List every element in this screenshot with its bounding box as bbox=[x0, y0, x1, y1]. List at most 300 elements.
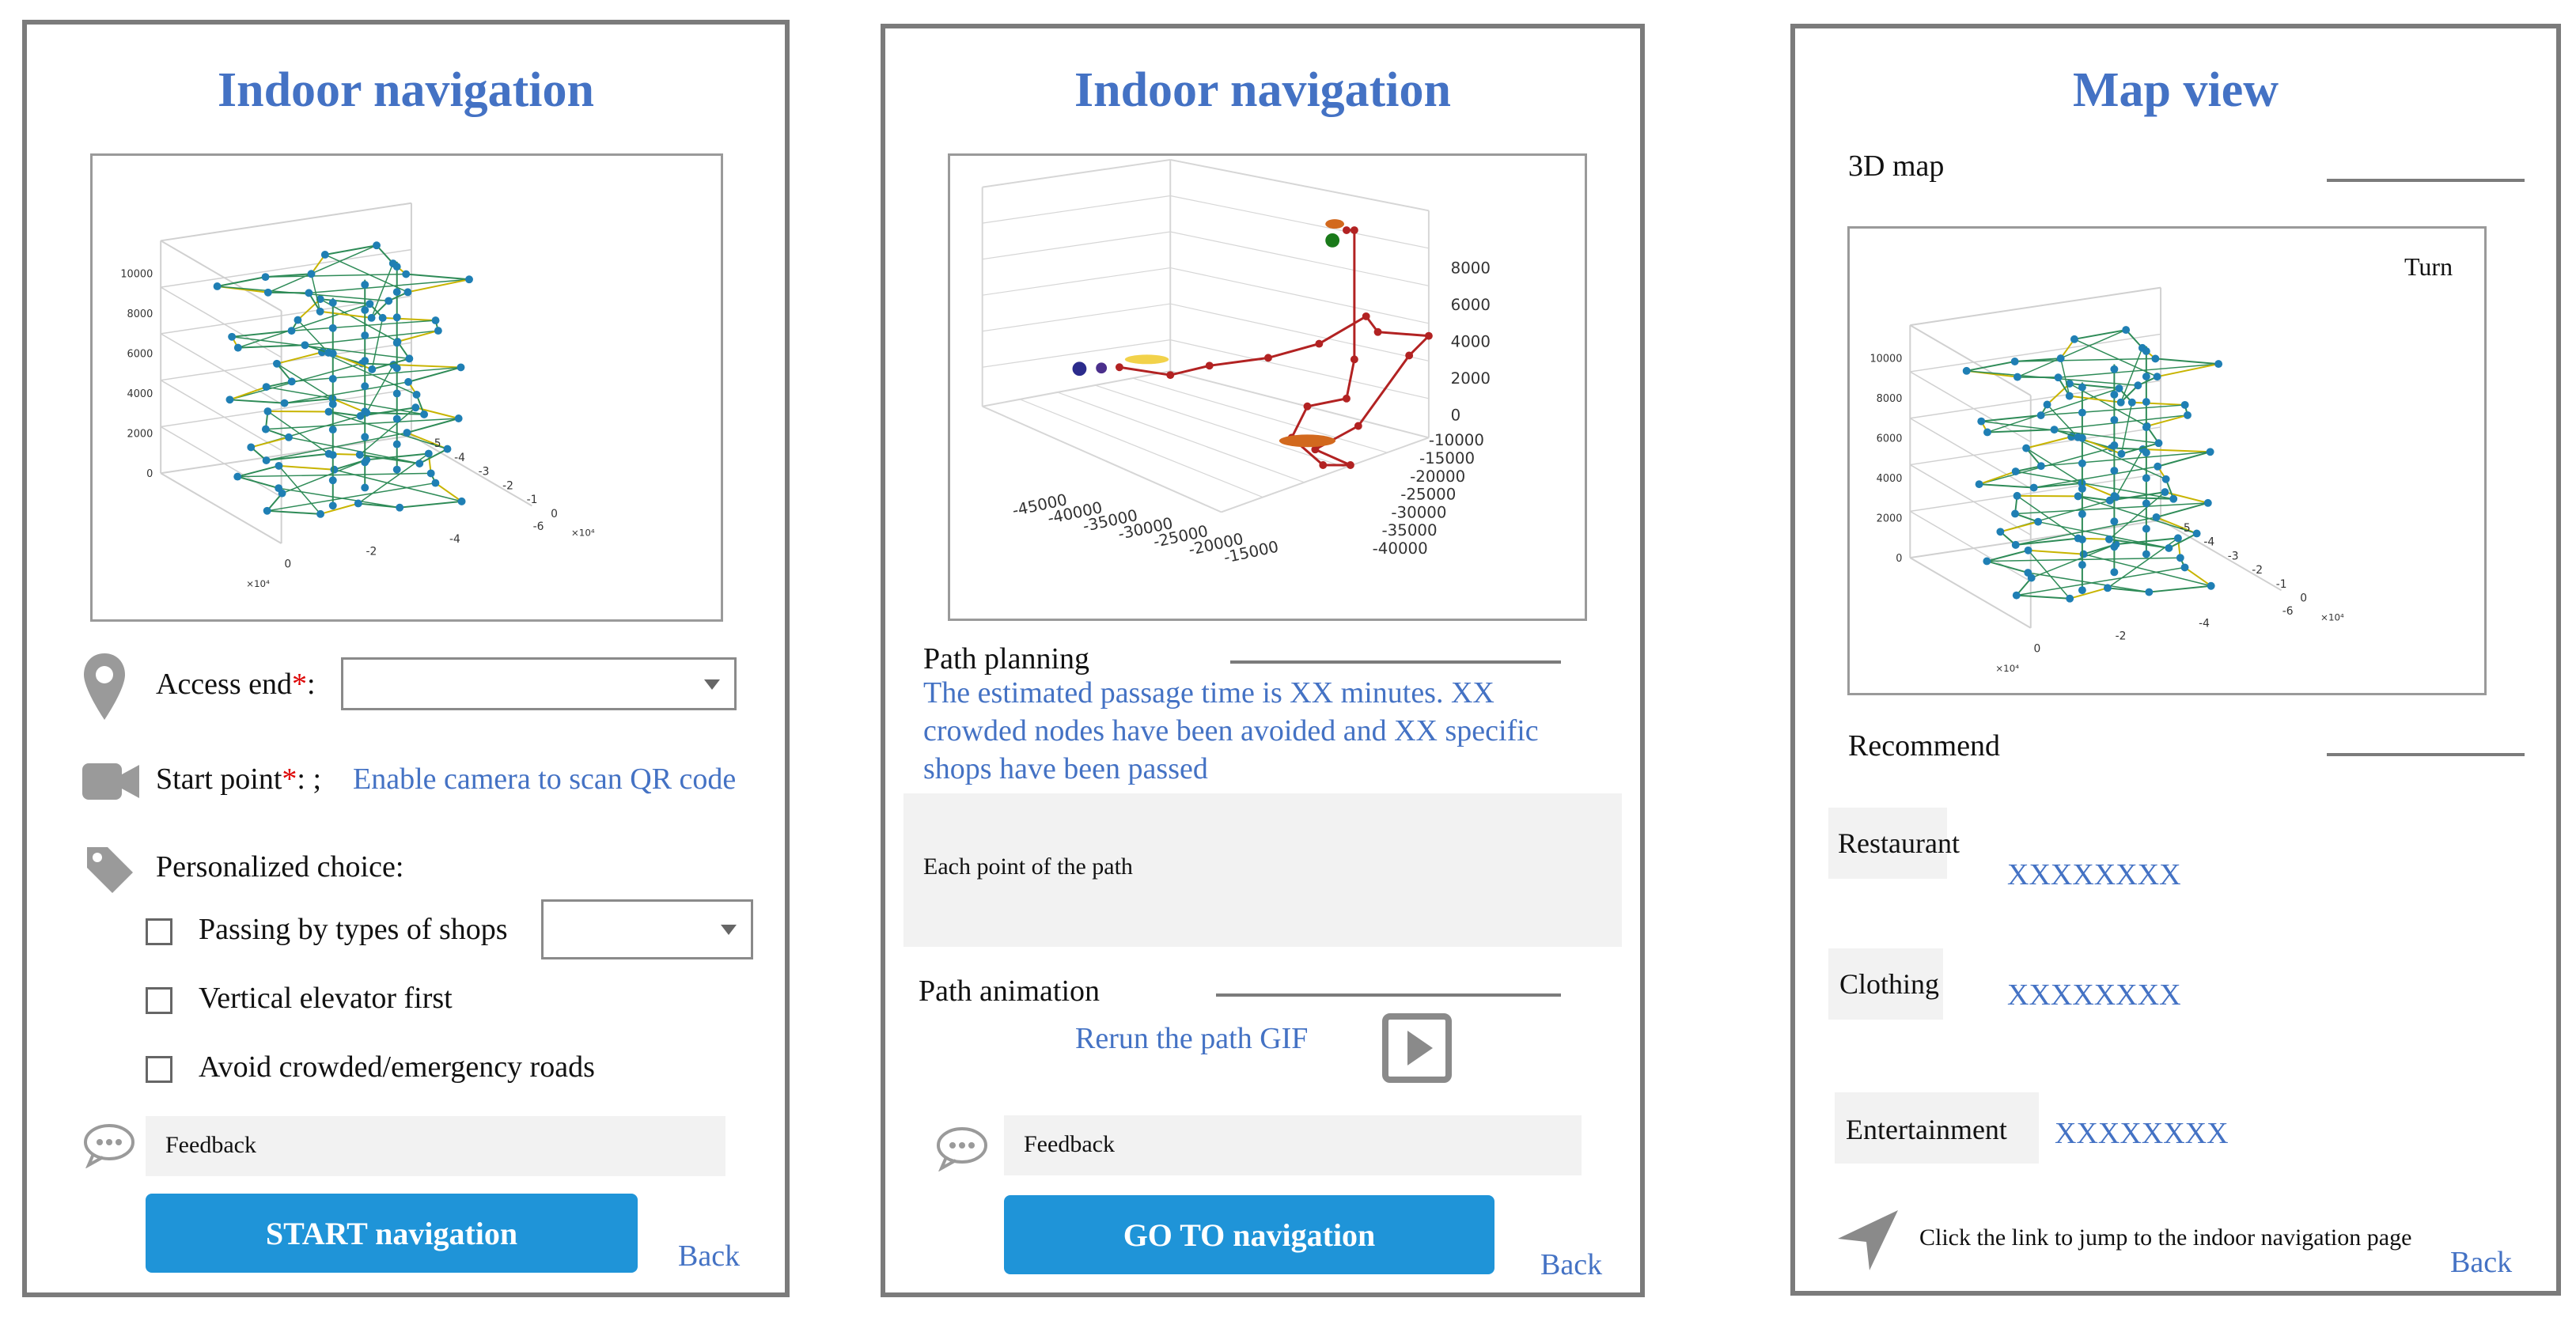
edge bbox=[266, 418, 459, 430]
node bbox=[228, 333, 236, 341]
node bbox=[329, 426, 337, 433]
grid-line bbox=[1910, 474, 2161, 512]
edge bbox=[2032, 544, 2116, 577]
feedback-field[interactable] bbox=[1004, 1115, 1582, 1175]
end-marker bbox=[1325, 233, 1339, 248]
screen-indoor-navigation-form bbox=[22, 20, 790, 1297]
page-title: Indoor navigation bbox=[217, 63, 595, 117]
node bbox=[2078, 460, 2086, 467]
node bbox=[361, 484, 369, 492]
node bbox=[396, 504, 403, 512]
y-tick-label: -30000 bbox=[1391, 503, 1447, 522]
node bbox=[356, 451, 364, 459]
node bbox=[263, 507, 271, 515]
start-marker bbox=[1096, 362, 1107, 373]
grid-line bbox=[1170, 160, 1429, 210]
x-tick-label: 0 bbox=[284, 558, 292, 571]
z-tick-label: 6000 bbox=[1876, 433, 1903, 445]
recommend-label: Recommend bbox=[1848, 729, 2001, 763]
x-tick-label: -20000 bbox=[1187, 529, 1245, 559]
node bbox=[247, 443, 255, 451]
node bbox=[2013, 592, 2021, 600]
node bbox=[465, 275, 473, 283]
node bbox=[393, 364, 401, 372]
node bbox=[2037, 411, 2045, 419]
y-tick-label: -3 bbox=[2227, 550, 2239, 563]
y-tick-label: 0 bbox=[2300, 592, 2308, 605]
node bbox=[2074, 492, 2082, 500]
path-node bbox=[1351, 226, 1358, 234]
node bbox=[2013, 373, 2021, 381]
node bbox=[2204, 499, 2212, 507]
edge bbox=[278, 466, 334, 470]
node bbox=[264, 289, 272, 297]
node bbox=[2181, 563, 2189, 571]
node bbox=[366, 300, 373, 308]
node bbox=[2012, 541, 2020, 549]
edge bbox=[277, 352, 322, 364]
edge bbox=[372, 318, 382, 369]
chevron-down-icon bbox=[721, 925, 737, 935]
node bbox=[329, 400, 337, 408]
node bbox=[393, 288, 401, 296]
scan-qr-link[interactable]: Enable camera to scan QR code bbox=[353, 763, 737, 796]
y-tick-label: -2 bbox=[502, 479, 513, 493]
node bbox=[263, 456, 271, 464]
grid-line bbox=[983, 407, 1222, 513]
path-node bbox=[1315, 340, 1323, 348]
screen-path-planning bbox=[881, 24, 1645, 1297]
x-tick-label: -6 bbox=[2282, 604, 2294, 618]
node bbox=[262, 273, 270, 281]
back-link[interactable]: Back bbox=[1540, 1248, 1603, 1281]
node bbox=[2055, 373, 2063, 381]
node bbox=[2184, 411, 2191, 419]
edge bbox=[229, 364, 362, 400]
node bbox=[1963, 367, 1971, 375]
node bbox=[1983, 557, 1991, 565]
feedback-label: Feedback bbox=[165, 1132, 256, 1158]
node bbox=[455, 414, 463, 422]
node bbox=[2037, 462, 2045, 470]
grid-line bbox=[161, 203, 411, 241]
node bbox=[2078, 510, 2086, 518]
edge bbox=[229, 387, 266, 399]
3d-network-plot-svg bbox=[93, 156, 721, 619]
node bbox=[2207, 448, 2214, 456]
location-pin-icon bbox=[82, 652, 127, 725]
shop-type-select[interactable] bbox=[541, 899, 753, 959]
category-label: Entertainment bbox=[1846, 1114, 2007, 1145]
node bbox=[275, 462, 283, 470]
z-tick-label: 8000 bbox=[127, 308, 153, 320]
node bbox=[2142, 525, 2150, 533]
y-tick-label: -4 bbox=[454, 451, 465, 464]
x-tick-label: -4 bbox=[449, 532, 460, 546]
grid-line bbox=[1222, 437, 1429, 512]
3d-map-plot bbox=[1847, 226, 2487, 695]
node bbox=[393, 441, 401, 448]
node bbox=[2142, 423, 2150, 431]
start-marker bbox=[1073, 361, 1087, 376]
z-tick-label: 4000 bbox=[127, 388, 153, 401]
node bbox=[2116, 384, 2123, 392]
node bbox=[393, 415, 401, 423]
edge bbox=[1987, 430, 2055, 432]
node bbox=[457, 363, 465, 371]
path-node bbox=[1264, 354, 1272, 361]
node bbox=[329, 375, 337, 383]
node bbox=[2104, 584, 2112, 592]
z-tick-label: 6000 bbox=[1450, 296, 1491, 314]
node bbox=[2011, 510, 2019, 518]
node bbox=[404, 378, 412, 386]
node bbox=[434, 327, 442, 335]
grid-line bbox=[161, 389, 411, 427]
node bbox=[402, 271, 410, 278]
divider bbox=[1230, 660, 1561, 664]
node bbox=[427, 469, 435, 477]
path-points-panel bbox=[903, 793, 1622, 947]
turn-label[interactable]: Turn bbox=[2404, 252, 2453, 281]
node bbox=[329, 299, 337, 307]
node bbox=[2022, 445, 2030, 452]
edge bbox=[325, 245, 377, 255]
edge bbox=[1987, 551, 2028, 562]
node bbox=[329, 324, 337, 332]
node bbox=[2174, 534, 2182, 542]
edge bbox=[2017, 377, 2059, 378]
y-axis-exponent: ×10⁴ bbox=[570, 527, 595, 539]
node bbox=[2044, 400, 2051, 408]
grid-line bbox=[983, 195, 1171, 223]
edge bbox=[400, 501, 461, 508]
grid-line bbox=[1910, 418, 2030, 489]
node bbox=[2207, 582, 2215, 590]
node bbox=[2028, 574, 2036, 582]
y-tick-label: -5 bbox=[2179, 521, 2191, 535]
node bbox=[361, 331, 369, 339]
y-axis-exponent: ×10⁴ bbox=[2320, 611, 2344, 623]
node bbox=[431, 479, 439, 487]
category-entertainment[interactable] bbox=[1835, 1092, 2039, 1164]
edge bbox=[309, 279, 469, 293]
y-tick-label: -25000 bbox=[1400, 485, 1457, 504]
node bbox=[2193, 530, 2201, 538]
page-title: Map view bbox=[2072, 63, 2279, 117]
node bbox=[2155, 439, 2163, 447]
node bbox=[2151, 354, 2159, 362]
y-tick-label: -10000 bbox=[1428, 431, 1484, 450]
node bbox=[2161, 488, 2169, 496]
z-tick-label: 4000 bbox=[1876, 472, 1903, 485]
node bbox=[330, 466, 338, 474]
node bbox=[2134, 381, 2142, 389]
node bbox=[305, 289, 313, 297]
node bbox=[2110, 441, 2118, 449]
node bbox=[2142, 551, 2150, 558]
path-info-line-3: shops have been passed bbox=[923, 752, 1208, 785]
node bbox=[415, 460, 423, 467]
x-tick-label: -6 bbox=[532, 520, 544, 533]
edge bbox=[407, 279, 469, 292]
path-node bbox=[1319, 461, 1327, 469]
node bbox=[2117, 450, 2125, 458]
3d-network-plot bbox=[90, 153, 723, 622]
tag-icon bbox=[84, 844, 136, 900]
jump-hint: Click the link to jump to the indoor navigation page bbox=[1919, 1224, 2412, 1251]
x-tick-label: -35000 bbox=[1081, 505, 1139, 536]
node bbox=[2105, 536, 2113, 543]
node bbox=[361, 306, 369, 314]
go-to-navigation-button[interactable]: GO TO navigation bbox=[1004, 1195, 1494, 1274]
grid-line bbox=[161, 250, 411, 288]
node bbox=[405, 354, 413, 362]
node bbox=[379, 314, 387, 322]
node bbox=[234, 344, 242, 352]
node bbox=[393, 263, 401, 271]
edge bbox=[2041, 405, 2185, 415]
edge bbox=[2155, 358, 2218, 364]
node bbox=[361, 433, 369, 441]
edge bbox=[251, 437, 289, 448]
edge bbox=[237, 466, 278, 477]
edge bbox=[2157, 364, 2219, 377]
edge bbox=[2028, 573, 2149, 592]
node bbox=[411, 403, 419, 411]
node bbox=[393, 466, 401, 474]
node bbox=[444, 445, 452, 453]
edge bbox=[267, 511, 320, 514]
y-tick-label: -20000 bbox=[1410, 467, 1466, 486]
node bbox=[403, 288, 411, 296]
node bbox=[2078, 409, 2086, 417]
recommendation-link[interactable]: XXXXXXXX bbox=[2007, 978, 2181, 1012]
path-node bbox=[1405, 351, 1413, 359]
3d-map-plot-svg bbox=[1850, 229, 2484, 693]
checkbox-avoid-crowded[interactable] bbox=[146, 1056, 172, 1083]
rerun-gif-link[interactable]: Rerun the path GIF bbox=[1075, 1022, 1309, 1055]
node bbox=[2162, 475, 2170, 483]
node bbox=[278, 490, 286, 498]
node bbox=[2145, 588, 2153, 596]
path-node bbox=[1166, 371, 1174, 379]
z-tick-label: 0 bbox=[146, 468, 153, 481]
node bbox=[226, 395, 234, 403]
node bbox=[2110, 517, 2118, 525]
path-points-label: Each point of the path bbox=[923, 853, 1133, 880]
edge bbox=[2059, 364, 2219, 377]
x-tick-label: 0 bbox=[2033, 642, 2041, 656]
node bbox=[2154, 373, 2161, 380]
path-node bbox=[1304, 403, 1312, 411]
node bbox=[2165, 544, 2173, 552]
node bbox=[273, 360, 281, 368]
category-clothing[interactable] bbox=[1828, 948, 1943, 1020]
node bbox=[316, 510, 324, 518]
node bbox=[385, 297, 392, 305]
edge bbox=[238, 345, 305, 347]
node bbox=[2057, 354, 2065, 362]
3d-path-plot-svg bbox=[950, 156, 1585, 619]
edge bbox=[2143, 449, 2210, 452]
node bbox=[1977, 418, 1985, 426]
node bbox=[281, 399, 289, 407]
node bbox=[329, 476, 337, 484]
y-tick-label: 0 bbox=[551, 507, 558, 520]
grid-line bbox=[1095, 385, 1346, 467]
node bbox=[1996, 528, 2004, 536]
option-avoid-crowded-label: Avoid crowded/emergency roads bbox=[199, 1050, 595, 1084]
node bbox=[329, 501, 337, 509]
node bbox=[2110, 365, 2118, 373]
node bbox=[2181, 401, 2189, 409]
node bbox=[361, 458, 369, 466]
checkbox-shop-types[interactable] bbox=[146, 918, 172, 945]
node bbox=[2034, 518, 2042, 526]
grid-line bbox=[983, 304, 1171, 331]
node bbox=[361, 382, 369, 390]
edge bbox=[1987, 561, 2028, 573]
play-icon[interactable] bbox=[1381, 1012, 1453, 1088]
node bbox=[321, 251, 329, 259]
node bbox=[368, 365, 376, 373]
back-link[interactable]: Back bbox=[2450, 1246, 2513, 1279]
category-restaurant[interactable] bbox=[1828, 808, 1960, 879]
path-node bbox=[1116, 363, 1123, 371]
path-node bbox=[1354, 422, 1362, 430]
node bbox=[420, 411, 428, 418]
node bbox=[2117, 399, 2125, 407]
path-planning-label: Path planning bbox=[923, 642, 1090, 676]
path-node bbox=[1362, 312, 1370, 320]
edge bbox=[320, 503, 358, 513]
z-tick-label: 10000 bbox=[120, 268, 153, 281]
x-tick-label: -45000 bbox=[1010, 490, 1069, 520]
node bbox=[288, 377, 296, 385]
path-node bbox=[1425, 332, 1433, 340]
edge bbox=[406, 274, 469, 280]
access-end-select[interactable] bbox=[341, 657, 737, 710]
edge bbox=[419, 449, 447, 464]
node bbox=[2078, 536, 2086, 543]
node bbox=[2078, 434, 2086, 442]
node bbox=[2080, 551, 2088, 558]
z-tick-label: 8000 bbox=[1450, 259, 1491, 278]
z-tick-label: 2000 bbox=[127, 428, 153, 441]
x-tick-label: -40000 bbox=[1046, 498, 1104, 528]
node bbox=[2066, 595, 2074, 603]
edge bbox=[2121, 348, 2142, 403]
node bbox=[233, 473, 241, 481]
divider bbox=[1216, 993, 1561, 997]
y-tick-label: -40000 bbox=[1372, 539, 1428, 558]
z-tick-label: 2000 bbox=[1450, 369, 1491, 388]
node bbox=[2142, 398, 2150, 406]
shop-marker bbox=[1279, 434, 1335, 447]
node bbox=[2128, 399, 2136, 407]
edge bbox=[292, 320, 436, 331]
divider bbox=[2327, 179, 2525, 182]
y-tick-label: -1 bbox=[526, 494, 538, 507]
edge bbox=[1987, 558, 2180, 561]
option-elevator-label: Vertical elevator first bbox=[199, 982, 453, 1015]
start-point-label: Start point*: ; bbox=[156, 763, 322, 796]
node bbox=[214, 282, 222, 290]
edge bbox=[2026, 437, 2071, 448]
grid-line bbox=[1058, 392, 1305, 483]
path-node bbox=[1343, 226, 1351, 234]
node bbox=[2078, 561, 2086, 569]
x-axis-exponent: ×10⁴ bbox=[246, 578, 270, 590]
edge bbox=[372, 263, 393, 318]
camera-icon bbox=[82, 760, 139, 807]
path-info-line-1: The estimated passage time is XX minutes. XX bbox=[923, 676, 1494, 710]
edge bbox=[2017, 596, 2070, 599]
edge bbox=[237, 477, 278, 489]
start-navigation-button[interactable]: START navigation bbox=[146, 1194, 638, 1273]
edge bbox=[383, 318, 436, 320]
edge bbox=[2121, 403, 2131, 454]
x-tick-label: -2 bbox=[366, 545, 377, 558]
x-axis-exponent: ×10⁴ bbox=[1995, 663, 2020, 675]
x-tick-label: -25000 bbox=[1151, 521, 1210, 551]
node bbox=[2013, 492, 2021, 500]
edge bbox=[2015, 503, 2208, 514]
x-tick-label: -2 bbox=[2115, 630, 2127, 643]
node bbox=[2142, 499, 2150, 507]
node bbox=[329, 451, 337, 459]
path-animation-label: Path animation bbox=[919, 975, 1100, 1008]
node bbox=[361, 281, 369, 289]
y-tick-label: -2 bbox=[2252, 564, 2263, 577]
recommendation-link[interactable]: XXXXXXXX bbox=[2055, 1117, 2229, 1150]
edge bbox=[278, 466, 320, 514]
path-node bbox=[1206, 361, 1214, 369]
path-node bbox=[1374, 328, 1382, 336]
path-info-line-2: crowded nodes have been avoided and XX specific bbox=[923, 714, 1539, 747]
grid-line bbox=[983, 160, 1171, 187]
path-node bbox=[1343, 395, 1351, 403]
z-tick-label: 0 bbox=[1896, 553, 1903, 566]
feedback-field[interactable] bbox=[146, 1116, 725, 1176]
node bbox=[308, 270, 316, 278]
node bbox=[2078, 586, 2086, 594]
node bbox=[403, 429, 411, 437]
back-link[interactable]: Back bbox=[678, 1239, 741, 1273]
node bbox=[2154, 463, 2161, 471]
node bbox=[316, 308, 324, 316]
edge bbox=[282, 460, 367, 493]
recommendation-link[interactable]: XXXXXXXX bbox=[2007, 858, 2181, 891]
node bbox=[2169, 495, 2177, 503]
edge bbox=[1979, 448, 2112, 484]
edge bbox=[2029, 551, 2084, 554]
personalized-choice-label: Personalized choice: bbox=[156, 850, 404, 884]
edge bbox=[2074, 330, 2126, 339]
feedback-label: Feedback bbox=[1024, 1131, 1115, 1157]
node bbox=[2025, 547, 2032, 554]
node bbox=[458, 498, 466, 505]
edge bbox=[2029, 551, 2070, 599]
z-tick-label: 10000 bbox=[1869, 353, 1903, 365]
checkbox-elevator-first[interactable] bbox=[146, 987, 172, 1014]
node bbox=[393, 313, 401, 321]
grid-line bbox=[1020, 399, 1263, 498]
node bbox=[1983, 429, 1991, 437]
grid-line bbox=[1910, 288, 2161, 326]
node bbox=[361, 357, 369, 365]
